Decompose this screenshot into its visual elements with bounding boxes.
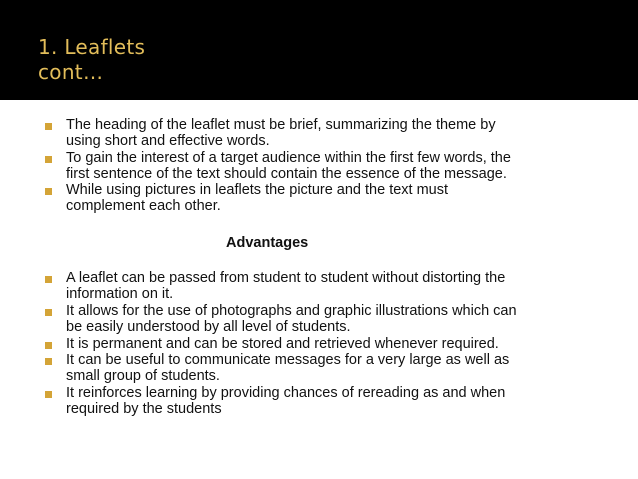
square-bullet-icon <box>45 358 52 365</box>
square-bullet-icon <box>45 276 52 283</box>
list-item-line: required by the students <box>66 401 222 417</box>
square-bullet-icon <box>45 156 52 163</box>
square-bullet-icon <box>45 309 52 316</box>
list-item-line: first sentence of the text should contain the essence of the message. <box>66 166 507 182</box>
list-item-line: be easily understood by all level of students. <box>66 319 351 335</box>
list-item-line: To gain the interest of a target audience within the first few words, the <box>66 150 511 166</box>
list-item-line: It can be useful to communicate messages for a very large as well as <box>66 352 510 368</box>
slide-title-line-1: 1. Leaflets <box>38 35 146 59</box>
slide-title-line-2: cont… <box>38 60 104 84</box>
list-item-line: It allows for the use of photographs and graphic illustrations which can <box>66 303 517 319</box>
list-item-line: small group of students. <box>66 368 220 384</box>
list-item-line: using short and effective words. <box>66 133 270 149</box>
square-bullet-icon <box>45 188 52 195</box>
square-bullet-icon <box>45 342 52 349</box>
advantages-heading: Advantages <box>226 235 309 251</box>
list-item-line: information on it. <box>66 286 174 302</box>
list-item-line: A leaflet can be passed from student to student without distorting the <box>66 270 506 286</box>
list-item-line: complement each other. <box>66 198 221 214</box>
list-item-line: While using pictures in leaflets the picture and the text must <box>66 182 449 198</box>
square-bullet-icon <box>45 391 52 398</box>
list-item-line: It reinforces learning by providing chances of rereading as and when <box>66 385 506 401</box>
list-item-line: It is permanent and can be stored and retrieved whenever required. <box>66 336 499 352</box>
list-item-line: The heading of the leaflet must be brief, summarizing the theme by <box>66 117 496 133</box>
square-bullet-icon <box>45 123 52 130</box>
